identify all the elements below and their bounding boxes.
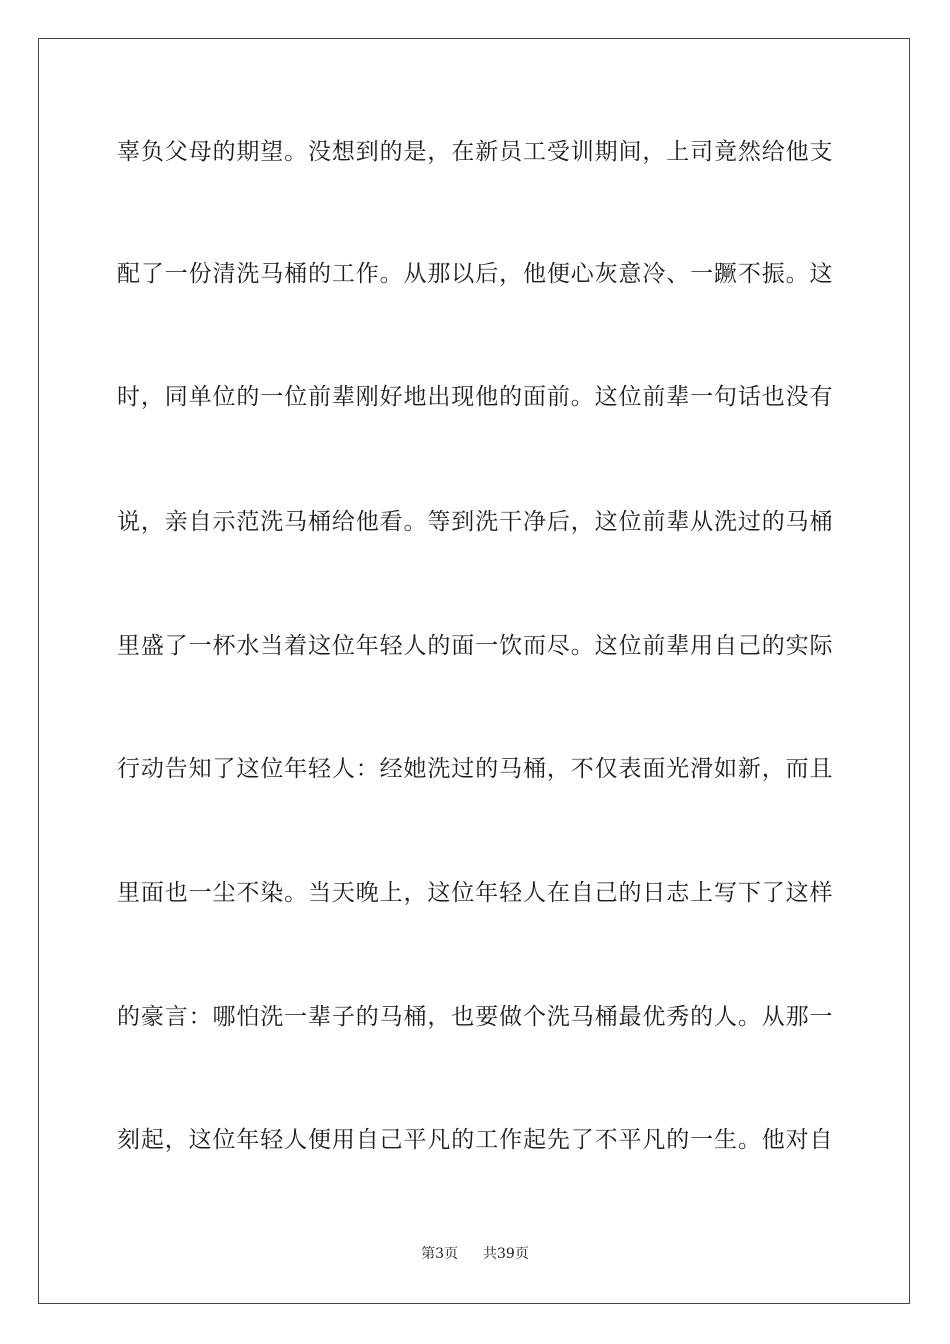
- text-line: 时，同单位的一位前辈刚好地出现他的面前。这位前辈一句话也没有: [117, 384, 833, 410]
- page-footer: [0, 1244, 950, 1264]
- text-line: 行动告知了这位年轻人：经她洗过的马桶，不仅表面光滑如新，而且: [117, 756, 833, 782]
- text-line: 里面也一尘不染。当天晚上，这位年轻人在自己的日志上写下了这样: [117, 880, 833, 906]
- text-line: 里盛了一杯水当着这位年轻人的面一饮而尽。这位前辈用自己的实际: [117, 633, 833, 659]
- text-line: 刻起，这位年轻人便用自己平凡的工作起先了不平凡的一生。他对自: [117, 1127, 833, 1153]
- text-line: 配了一份清洗马桶的工作。从那以后，他便心灰意冷、一蹶不振。这: [117, 261, 833, 287]
- text-line: 的豪言：哪怕洗一辈子的马桶，也要做个洗马桶最优秀的人。从那一: [117, 1004, 833, 1030]
- page-frame: [38, 38, 910, 1304]
- page-total: 共39页: [483, 1246, 529, 1262]
- page-number: 第3页: [421, 1246, 459, 1262]
- text-line: 辜负父母的期望。没想到的是，在新员工受训期间，上司竟然给他支: [117, 139, 833, 165]
- text-line: 说，亲自示范洗马桶给他看。等到洗干净后，这位前辈从洗过的马桶: [117, 509, 833, 535]
